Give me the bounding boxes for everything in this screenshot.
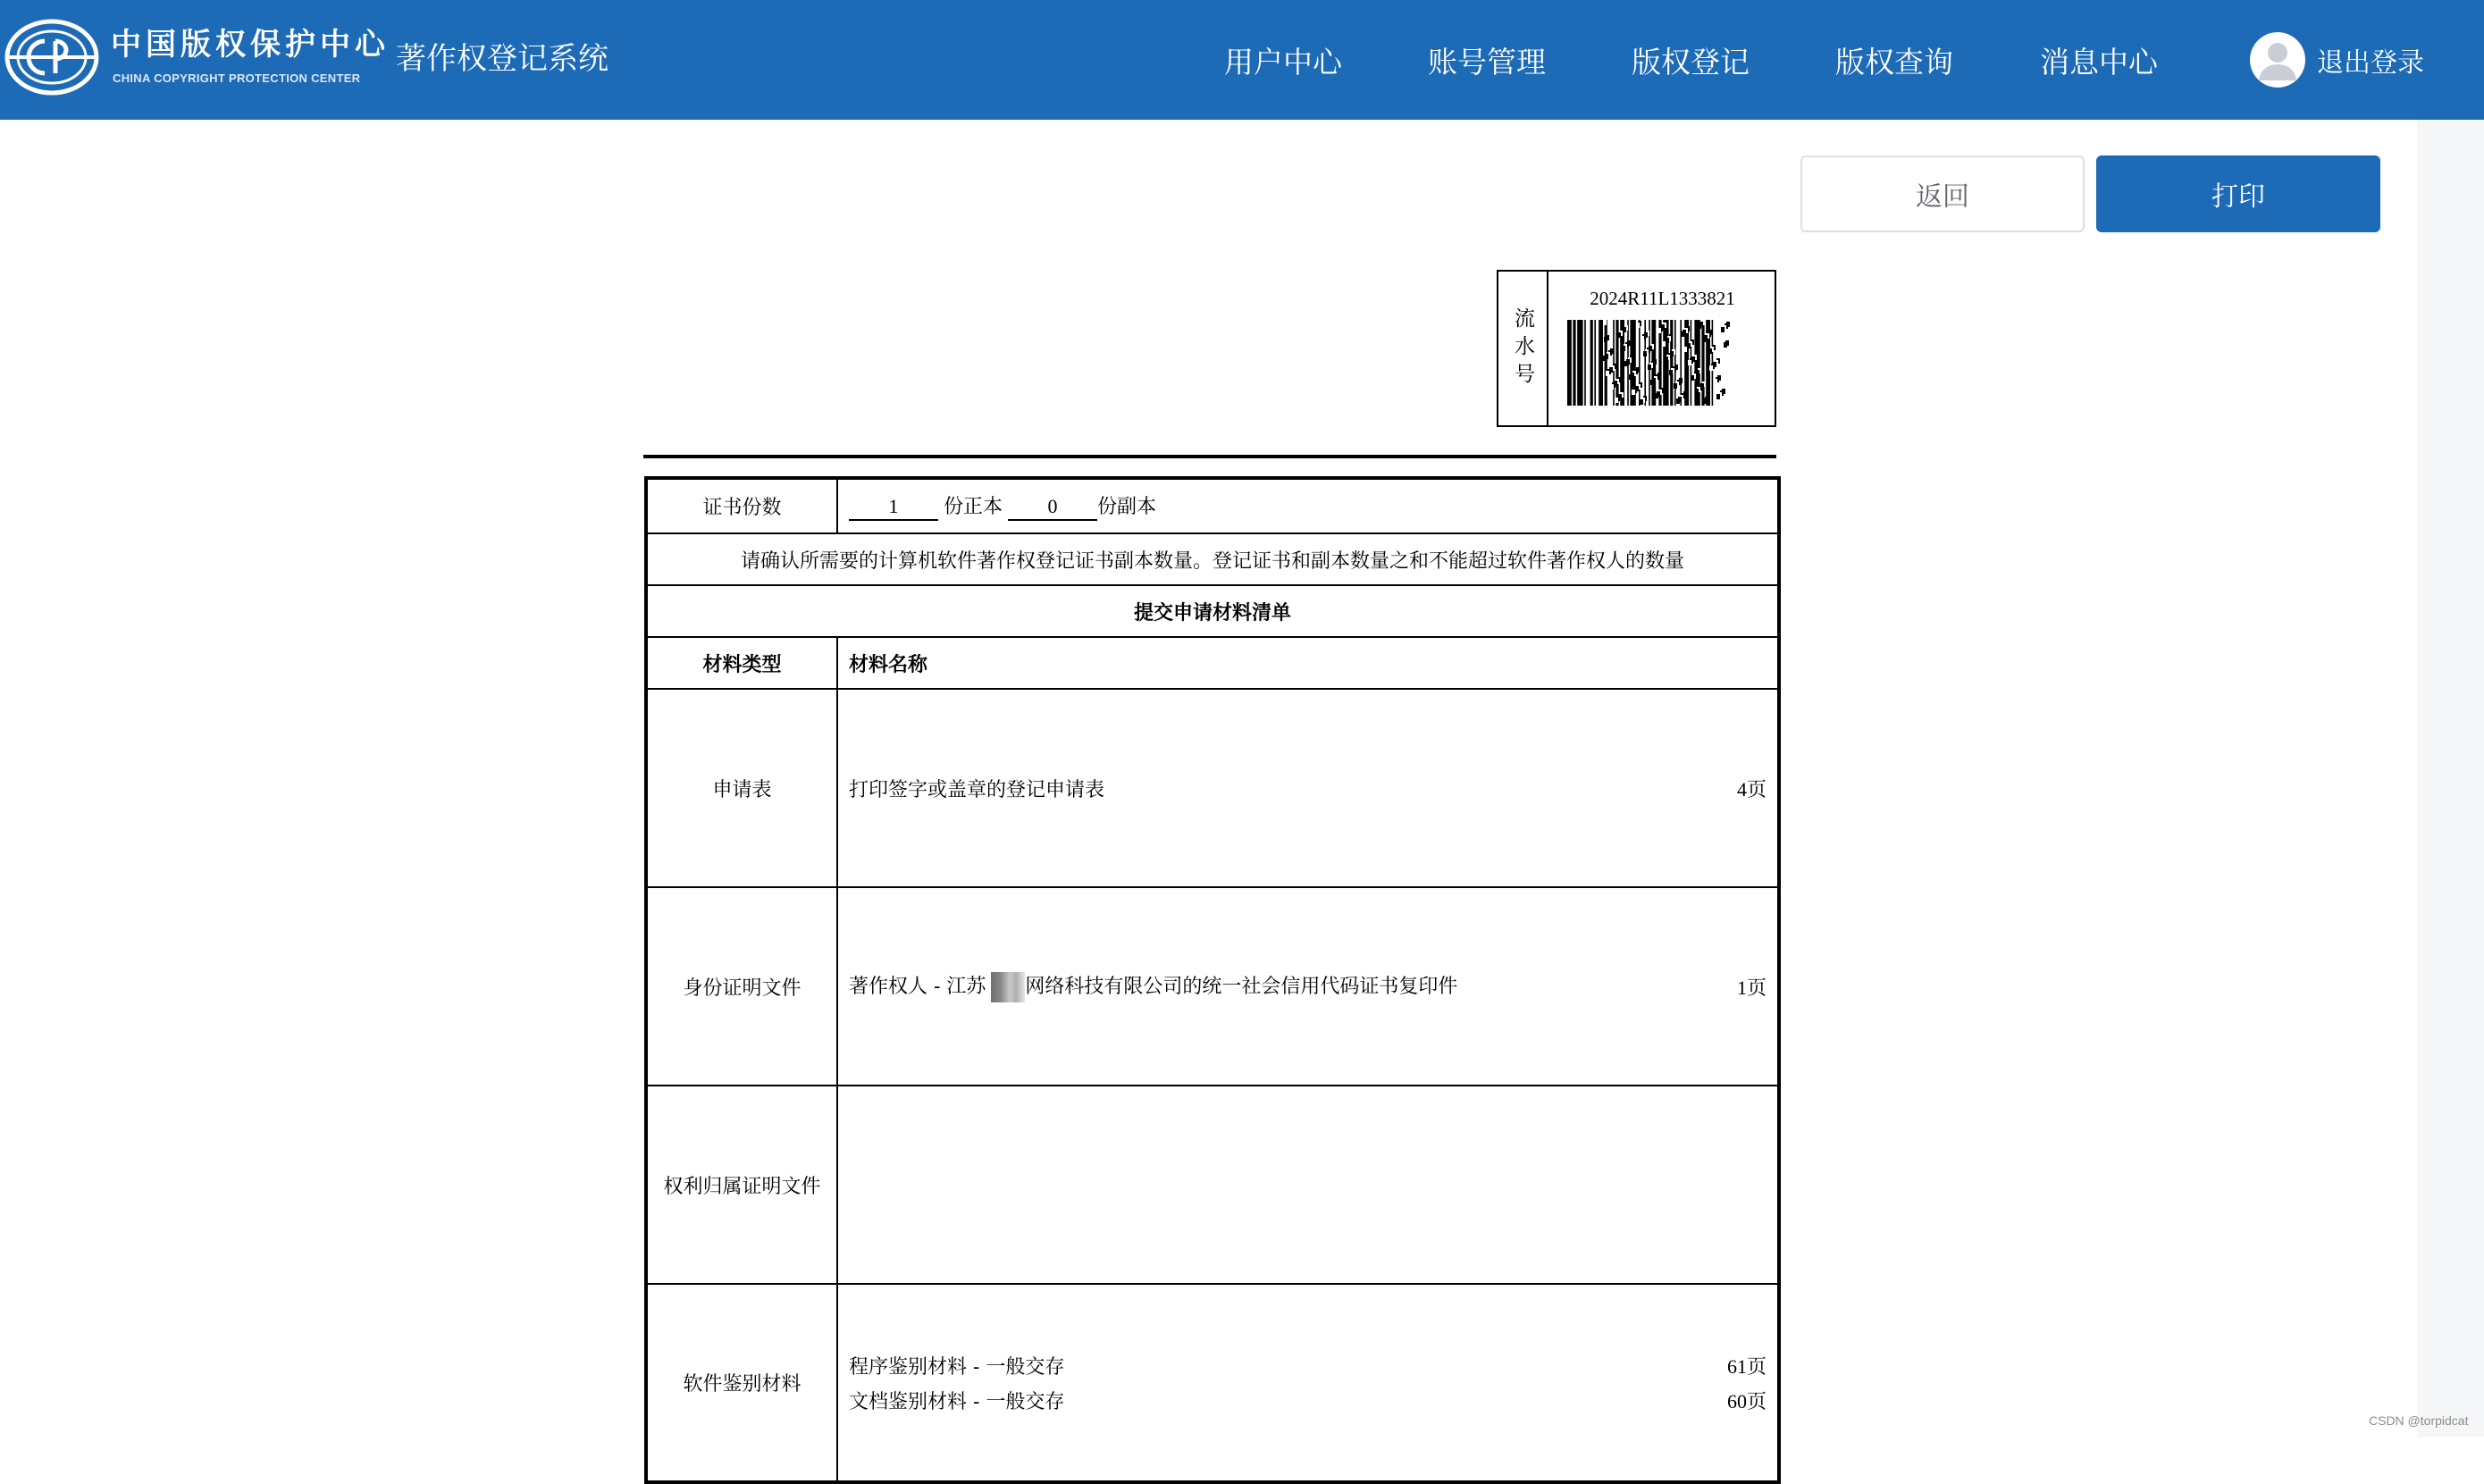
redaction-blur <box>991 972 1025 1002</box>
material-item <box>849 775 1766 802</box>
top-navbar <box>0 0 2484 120</box>
copyright-center-logo-icon <box>4 18 100 96</box>
nav-account-management[interactable]: 账号管理 <box>1428 46 1546 79</box>
serial-number-value: 2024R11L1333821 <box>1590 288 1735 309</box>
notice-row <box>646 533 1779 585</box>
table-row <box>646 689 1779 887</box>
material-name: 打印签字或盖章的登记申请表 <box>849 778 1105 801</box>
checklist-header-row <box>646 637 1779 689</box>
nav-message-center[interactable]: 消息中心 <box>2040 46 2158 79</box>
material-item <box>849 1387 1766 1414</box>
cert-copies-value <box>837 478 1779 533</box>
print-button[interactable]: 打印 <box>2096 155 2380 232</box>
material-item <box>849 971 1766 1002</box>
system-title: 著作权登记系统 <box>396 42 608 76</box>
logo-english-name: CHINA COPYRIGHT PROTECTION CENTER <box>113 71 361 85</box>
material-name-prefix: 著作权人 - 江苏 <box>849 975 986 998</box>
material-name <box>849 971 1457 1002</box>
serial-label: 流水号 <box>1498 272 1548 425</box>
original-unit: 份正本 <box>944 496 1003 518</box>
material-type: 申请表 <box>646 689 837 887</box>
material-names <box>837 887 1779 1086</box>
material-type: 身份证明文件 <box>646 887 837 1086</box>
material-names <box>837 1284 1779 1482</box>
logout-link[interactable]: 退出登录 <box>2317 48 2424 78</box>
page-side-strip <box>2417 120 2484 1437</box>
cert-copies-row <box>646 478 1779 533</box>
back-button[interactable]: 返回 <box>1800 155 2085 232</box>
barcode-icon <box>1567 320 1762 406</box>
material-name: 程序鉴别材料 - 一般交存 <box>849 1355 1065 1379</box>
checklist-title-row <box>646 585 1779 637</box>
material-names <box>837 1086 1779 1284</box>
application-checklist-table <box>644 476 1781 1484</box>
material-pages: 4页 <box>1736 777 1766 801</box>
material-item <box>849 1352 1766 1379</box>
csdn-watermark: CSDN @torpidcat <box>2369 1413 2469 1428</box>
person-silhouette-icon <box>2250 32 2305 88</box>
material-type: 权利归属证明文件 <box>646 1086 837 1284</box>
table-row <box>646 1284 1779 1482</box>
cert-copies-label: 证书份数 <box>646 478 837 533</box>
material-name-suffix: 网络科技有限公司的统一社会信用代码证书复印件 <box>1025 975 1458 998</box>
duplicate-unit: 份副本 <box>1097 496 1157 518</box>
table-row <box>646 887 1779 1086</box>
copies-notice: 请确认所需要的计算机软件著作权登记证书副本数量。登记证书和副本数量之和不能超过软件著作权人的数量 <box>646 533 1779 585</box>
column-header-name: 材料名称 <box>837 637 1779 689</box>
checklist-title: 提交申请材料清单 <box>646 585 1779 637</box>
original-count: 1 <box>849 494 938 521</box>
table-row <box>646 1086 1779 1284</box>
duplicate-count: 0 <box>1008 494 1097 521</box>
column-header-type: 材料类型 <box>646 637 837 689</box>
document-divider <box>643 455 1776 458</box>
material-type: 软件鉴别材料 <box>646 1284 837 1482</box>
material-name: 文档鉴别材料 - 一般交存 <box>849 1390 1065 1413</box>
user-avatar-icon[interactable] <box>2250 32 2305 88</box>
material-names <box>837 689 1779 887</box>
material-pages: 1页 <box>1736 976 1766 999</box>
nav-copyright-registration[interactable]: 版权登记 <box>1632 46 1750 79</box>
logo-chinese-name: 中国版权保护中心 <box>111 27 390 63</box>
nav-user-center[interactable]: 用户中心 <box>1224 46 1342 79</box>
material-pages: 60页 <box>1726 1389 1766 1413</box>
material-pages: 61页 <box>1726 1354 1766 1378</box>
serial-number-box <box>1497 270 1776 427</box>
nav-copyright-query[interactable]: 版权查询 <box>1835 46 1953 79</box>
